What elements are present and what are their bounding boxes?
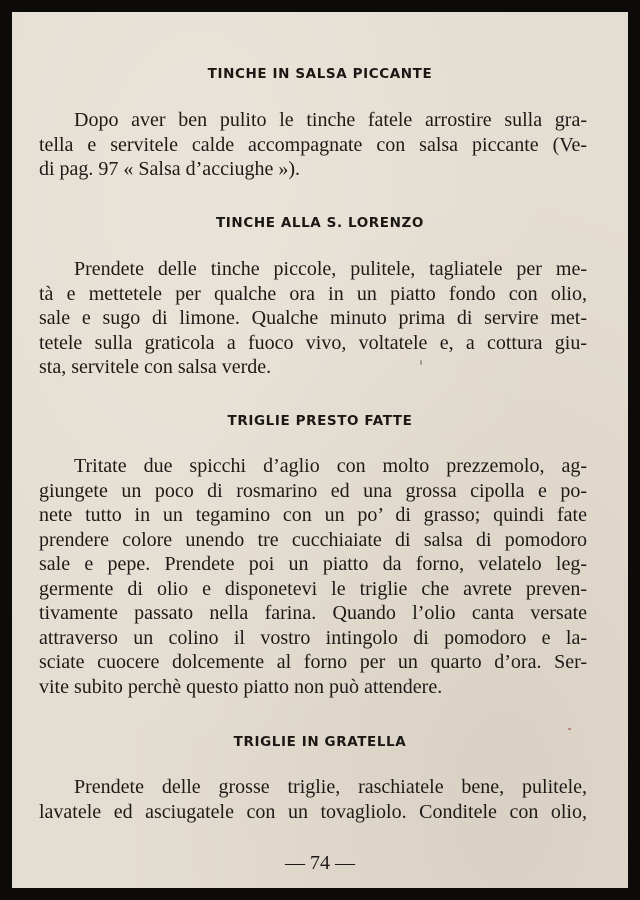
text-line: sale e pepe. Prendete poi un piatto da forno, velatelo leg- xyxy=(39,553,587,575)
text-line: tivamente passato nella farina. Quando l’olio canta versate xyxy=(39,602,587,624)
text-line: Tritate due spicchi d’aglio con molto prezzemolo, ag- xyxy=(74,455,587,477)
text-line: lavatele ed asciugatele con un tovagliolo. Conditele con olio, xyxy=(39,800,587,823)
text-line: Prendete delle grosse triglie, raschiatele bene, pulitele, xyxy=(74,776,587,798)
text-line: tella e servitele calde accompagnate con salsa piccante (Ve- xyxy=(39,133,587,156)
page-number: — 74 — xyxy=(285,852,355,874)
text-line: sale e sugo di limone. Qualche minuto prima di servire met- xyxy=(39,307,587,329)
text-line: Dopo aver ben pulito le tinche fatele arrostire sulla gra- xyxy=(74,109,587,131)
recipe-body-triglie-presto-fatte xyxy=(39,454,587,699)
text-line: tetele sulla graticola a fuoco vivo, voltatele e, a cottura giu- xyxy=(39,331,587,354)
ink-speck xyxy=(568,728,571,730)
recipe-title-tinche-s-lorenzo: TINCHE ALLA S. LORENZO xyxy=(216,215,424,231)
ink-speck xyxy=(420,360,422,365)
text-line: prendere colore unendo tre cucchiaiate di salsa di pomodoro xyxy=(39,528,587,551)
text-line: tà e mettetele per qualche ora in un piatto fondo con olio, xyxy=(39,282,587,305)
text-line: germente di olio e disponetevi le triglie che avrete preven- xyxy=(39,577,587,600)
book-page xyxy=(12,12,628,888)
text-line: sta, servitele con salsa verde. xyxy=(39,356,272,378)
text-line: attraverso un colino il vostro intingolo di pomodoro e la- xyxy=(39,626,587,649)
text-line: Prendete delle tinche piccole, pulitele, tagliatele per me- xyxy=(74,258,587,280)
recipe-title-triglie-presto-fatte: TRIGLIE PRESTO FATTE xyxy=(227,413,413,429)
recipe-body-tinche-salsa-piccante xyxy=(39,108,587,182)
text-line: nete tutto in un tegamino con un po’ di grasso; quindi fate xyxy=(39,504,587,526)
text-line: vite subito perchè questo piatto non può attendere. xyxy=(39,675,443,698)
recipe-title-triglie-in-gratella: TRIGLIE IN GRATELLA xyxy=(233,734,407,750)
text-line: di pag. 97 « Salsa d’acciughe »). xyxy=(39,158,301,180)
recipe-body-tinche-s-lorenzo xyxy=(39,257,587,380)
recipe-title-tinche-salsa-piccante: TINCHE IN SALSA PICCANTE xyxy=(207,66,433,82)
text-line: sciate cuocere dolcemente al forno per un quarto d’ora. Ser- xyxy=(39,651,587,673)
recipe-body-triglie-in-gratella xyxy=(39,775,587,824)
text-line: giungete un poco di rosmarino ed una grossa cipolla e po- xyxy=(39,479,587,502)
